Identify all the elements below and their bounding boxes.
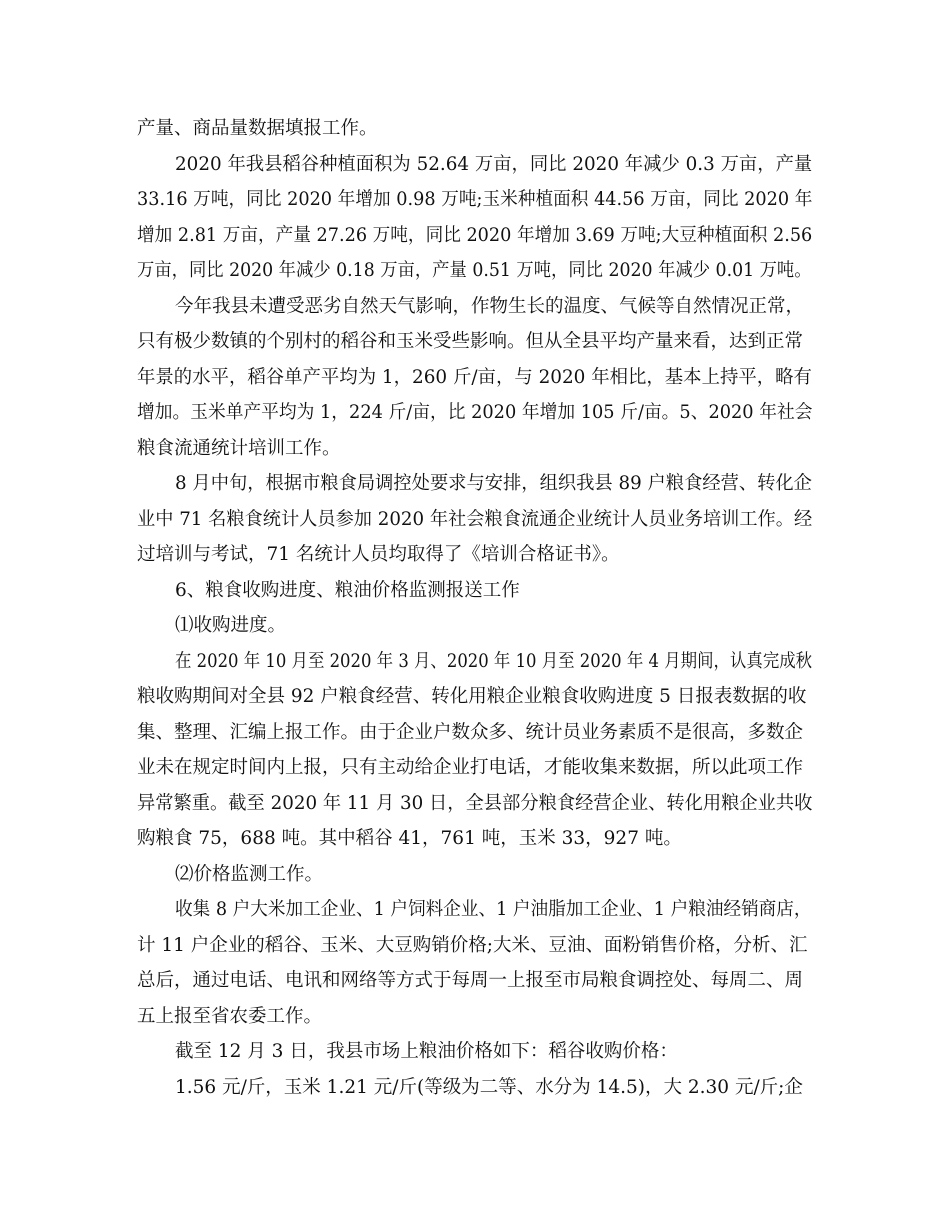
text-line: 总后，通过电话、电讯和网络等方式于每周一上报至市局粮食调控处、每周二、周 [137,970,804,991]
section-heading: 6、粮食收购进度、粮油价格监测报送工作 [175,580,520,601]
text-line: 万亩，同比 2020 年减少 0.18 万亩，产量 0.51 万吨，同比 2020 年减少 0.01 万吨。 [137,260,812,281]
text-line: 五上报至省农委工作。 [137,1006,323,1027]
text-line: 8 月中旬，根据市粮食局调控处要求与安排，组织我县 89 户粮食经营、转化企 [175,473,812,494]
text-line: 年景的水平，稻谷单产平均为 1，260 斤/亩，与 2020 年相比，基本上持平，略有 [137,367,812,388]
text-line: 产量、商品量数据填报工作。 [137,118,378,139]
text-line: 增加。玉米单产平均为 1，224 斤/亩，比 2020 年增加 105 斤/亩。5、2020 年社会 [137,402,813,423]
text-line: 截至 12 月 3 日，我县市场上粮油价格如下：稻谷收购价格： [175,1041,678,1062]
text-line: 业未在规定时间内上报，只有主动给企业打电话，才能收集来数据，所以此项工作 [137,757,804,778]
text-line: 33.16 万吨，同比 2020 年增加 0.98 万吨;玉米种植面积 44.56 万亩，同比 2020 年 [137,189,813,210]
text-line: 粮收购期间对全县 92 户粮食经营、转化用粮企业粮食收购进度 5 日报表数据的收 [137,686,807,707]
text-line: 集、整理、汇编上报工作。由于企业户数众多、统计员业务素质不是很高，多数企 [137,722,804,743]
text-line: 购粮食 75，688 吨。其中稻谷 41，761 吨，玉米 33，927 吨。 [137,828,682,849]
text-line: 收集 8 户大米加工企业、1 户饲料企业、1 户油脂加工企业、1 户粮油经销商店， [175,899,812,920]
text-line: 1.56 元/斤，玉米 1.21 元/斤(等级为二等、水分为 14.5)，大 2.30 元/斤;企 [175,1077,803,1098]
text-line: 计 11 户企业的稻谷、玉米、大豆购销价格;大米、豆油、面粉销售价格，分析、汇 [137,935,808,956]
text-line: 业中 71 名粮食统计人员参加 2020 年社会粮食流通企业统计人员业务培训工作。经 [137,509,813,530]
text-line: 在 2020 年 10 月至 2020 年 3 月、2020 年 10 月至 2020 年 4 月期间，认真完成秋 [175,651,813,672]
subsection-heading: ⑴收购进度。 [175,615,287,636]
text-line: 只有极少数镇的个别村的稻谷和玉米受些影响。但从全县平均产量来看，达到正常 [137,331,804,352]
text-line: 2020 年我县稻谷种植面积为 52.64 万亩，同比 2020 年减少 0.3 万亩，产量 [175,154,813,175]
text-line: 增加 2.81 万亩，产量 27.26 万吨，同比 2020 年增加 3.69 万吨;大豆种植面积 2.56 [137,225,813,246]
text-line: 异常繁重。截至 2020 年 11 月 30 日，全县部分粮食经营企业、转化用粮企业共收 [137,793,813,814]
text-line: 今年我县未遭受恶劣自然天气影响，作物生长的温度、气候等自然情况正常， [175,296,805,317]
text-line: 粮食流通统计培训工作。 [137,438,341,459]
text-line: 过培训与考试，71 名统计人员均取得了《培训合格证书》。 [137,544,620,565]
subsection-heading: ⑵价格监测工作。 [175,864,324,885]
